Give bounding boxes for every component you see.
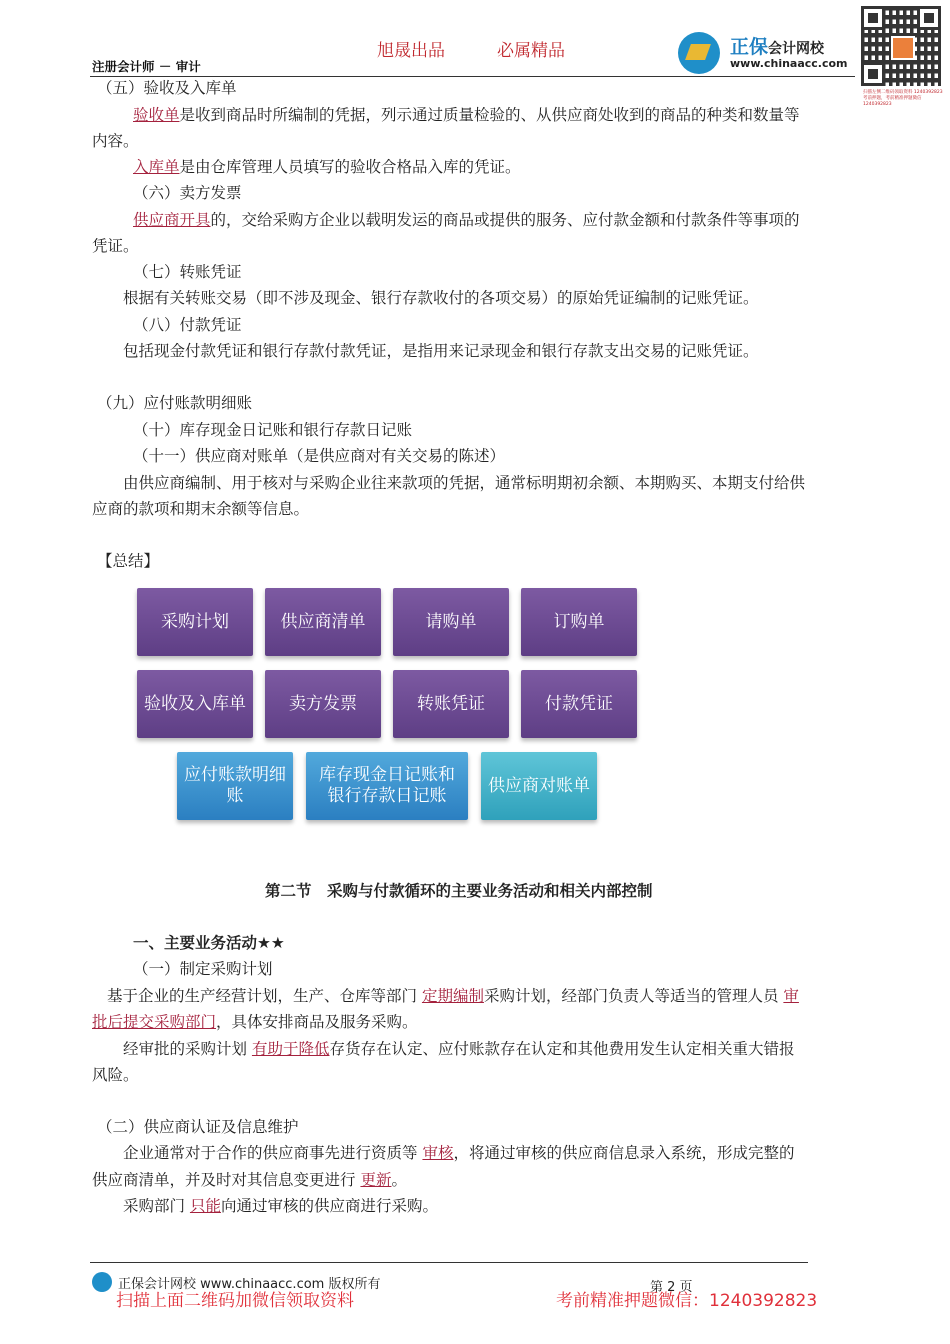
course-title: 注册会计师 － 审计 [92,59,201,74]
promo-left: 扫描上面二维码加微信领取资料 [116,1291,354,1311]
page-number: 第 2 页 [650,1280,693,1295]
paragraph: 验收单是收到商品时所编制的凭据，列示通过质量检验的、从供应商处收到的商品的种类和数量等 [133,106,800,124]
paragraph: 经审批的采购计划 有助于降低存货存在认定、应付账款存在认定和其他费用发生认定相关重大错报 [123,1040,795,1058]
heading-plan: （一）制定采购计划 [133,960,273,978]
heading-5: （五）验收及入库单 [97,79,237,97]
heading-9: （九）应付账款明细账 [97,394,253,412]
qr-code-icon [861,6,941,86]
paragraph: 应商的款项和期末余额等信息。 [92,500,310,518]
brand-name: 正保会计网校 [730,36,825,58]
paragraph: 供应商清单，并及时对其信息变更进行 更新。 [92,1171,407,1189]
diagram-node: 转账凭证 [393,670,509,738]
paragraph: 凭证。 [92,237,139,255]
diagram-node: 库存现金日记账和银行存款日记账 [306,752,468,820]
paragraph: 包括现金付款凭证和银行存款付款凭证，是指用来记录现金和银行存款支出交易的记账凭证。 [123,342,759,360]
diagram-node: 验收及入库单 [137,670,253,738]
section-title: 第二节 采购与付款循环的主要业务活动和相关内部控制 [265,882,653,900]
brand-logo-icon [678,32,720,74]
paragraph: 企业通常对于合作的供应商事先进行资质等 审核，将通过审核的供应商信息录入系统，形成完整的 [123,1144,795,1162]
paragraph: 内容。 [92,132,139,150]
brand-url: www.chinaacc.com [730,57,848,70]
footer-divider [90,1262,808,1263]
header-slogan-right: 必属精品 [497,41,565,61]
qr-caption: 扫描左侧二维码领取资料 1240392823 考前押题，考前精准押题微信 1240392823 [863,90,943,107]
diagram-node: 卖方发票 [265,670,381,738]
header-divider [90,76,855,77]
diagram-node: 请购单 [393,588,509,656]
header-slogan-left: 旭晟出品 [377,41,445,61]
heading-11: （十一）供应商对账单（是供应商对有关交易的陈述） [133,447,506,465]
paragraph: 基于企业的生产经营计划，生产、仓库等部门 定期编制采购计划，经部门负责人等适当的管理人员 审 [107,987,799,1005]
diagram-node: 订购单 [521,588,637,656]
diagram-node: 付款凭证 [521,670,637,738]
heading-10: （十）库存现金日记账和银行存款日记账 [133,421,413,439]
paragraph: 供应商开具的，交给采购方企业以载明发运的商品或提供的服务、应付款金额和付款条件等事项的 [133,211,800,229]
heading-6: （六）卖方发票 [133,184,242,202]
diagram-node: 供应商清单 [265,588,381,656]
paragraph: 风险。 [92,1066,139,1084]
paragraph: 批后提交采购部门，具体安排商品及服务采购。 [92,1013,418,1031]
diagram-node: 供应商对账单 [481,752,597,820]
footer-copyright: 正保会计网校 www.chinaacc.com 版权所有 [118,1277,381,1292]
diagram-node: 应付账款明细账 [177,752,293,820]
footer-logo-icon [92,1272,112,1292]
heading-supplier: （二）供应商认证及信息维护 [97,1118,299,1136]
heading-7: （七）转账凭证 [133,263,242,281]
summary-label: 【总结】 [97,552,160,570]
paragraph: 由供应商编制、用于核对与采购企业往来款项的凭据，通常标明期初余额、本期购买、本期支付给供 [123,474,806,492]
paragraph: 入库单是由仓库管理人员填写的验收合格品入库的凭证。 [133,158,521,176]
brand-logo [678,30,858,74]
heading-8: （八）付款凭证 [133,316,242,334]
promo-right: 考前精准押题微信：1240392823 [556,1291,818,1311]
subsection-title: 一、主要业务活动★★ [133,934,285,952]
paragraph: 采购部门 只能向通过审核的供应商进行采购。 [123,1197,438,1215]
paragraph: 根据有关转账交易（即不涉及现金、银行存款收付的各项交易）的原始凭证编制的记账凭证。 [123,289,759,307]
diagram-node: 采购计划 [137,588,253,656]
